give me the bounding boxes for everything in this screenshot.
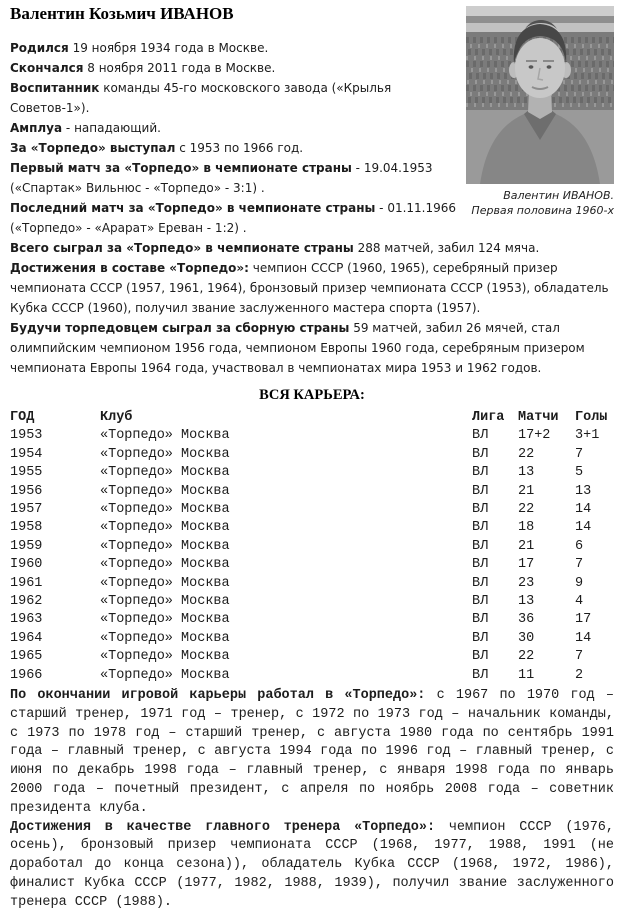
bio-paragraph-text: - 19.04.1953 («Спартак» Вильнюс - «Торпедо» - 3:1) . [10, 161, 433, 195]
career-cell: ВЛ [472, 465, 489, 481]
career-table-body [10, 427, 614, 685]
career-cell: 1966 [10, 667, 43, 683]
career-cell: 7 [575, 446, 584, 462]
bio-paragraph-lead: Последний матч за «Торпедо» в чемпионате страны [10, 201, 376, 215]
career-cell: 1963 [10, 612, 43, 628]
bio-paragraph [10, 258, 614, 318]
career-cell: 36 [518, 612, 535, 628]
career-cell: I960 [10, 557, 43, 573]
photo-caption-line2: Первая половина 1960-х [471, 204, 614, 217]
career-cell: 4 [575, 594, 584, 610]
career-row [10, 427, 614, 445]
bio-paragraph-lead: За «Торпедо» выступал [10, 141, 176, 155]
career-cell: «Торпедо» Москва [100, 483, 230, 499]
career-cell: «Торпедо» Москва [100, 667, 230, 683]
career-cell: ВЛ [472, 502, 489, 518]
career-cell: «Торпедо» Москва [100, 538, 230, 554]
career-cell: 13 [518, 465, 535, 481]
bio-paragraph-text: 59 матчей, забил 26 мячей, стал олимпийским чемпионом 1956 года, чемпионом Европы 1960 года, серебряным призером чемпионата Европы 1964 года, участвовал в чемпионатах мира 1953 и 1962 годов. [10, 321, 585, 375]
bio-paragraph-text: - 01.11.1966 («Торпедо» - «Арарат» Ереван - 1:2) . [10, 201, 457, 235]
bio-paragraph-text: чемпион СССР (1960, 1965), серебряный призер чемпионата СССР (1957, 1961, 1964), бронзовый призер чемпионата СССР (1953), обладатель Кубка СССР (1960), получил звание заслуженного мастера спорта (1957). [10, 261, 609, 315]
bio-paragraph-text: с 1953 по 1966 год. [175, 141, 304, 155]
career-cell: «Торпедо» Москва [100, 630, 230, 646]
post-career-paragraph-lead: По окончании игровой карьеры работал в «Торпедо»: [10, 688, 426, 704]
career-row [10, 630, 614, 648]
bio-paragraph-lead: Будучи торпедовцем сыграл за сборную страны [10, 321, 350, 335]
career-cell: ВЛ [472, 575, 489, 591]
career-cell: ВЛ [472, 428, 489, 444]
career-cell: 22 [518, 649, 535, 665]
career-cell: «Торпедо» Москва [100, 612, 230, 628]
career-cell: 21 [518, 483, 535, 499]
career-cell: 14 [575, 520, 592, 536]
career-cell: ВЛ [472, 594, 489, 610]
career-row [10, 501, 614, 519]
career-row [10, 667, 614, 685]
career-cell: 3+1 [575, 428, 600, 444]
career-cell: 17 [518, 557, 535, 573]
post-career-paragraph [10, 687, 614, 819]
career-cell: «Торпедо» Москва [100, 465, 230, 481]
career-row [10, 575, 614, 593]
bio-paragraph-lead: Достижения в составе «Торпедо»: [10, 261, 249, 275]
bio-paragraph [10, 318, 614, 378]
career-cell: «Торпедо» Москва [100, 594, 230, 610]
career-cell: 23 [518, 575, 535, 591]
page-title: Валентин Козьмич ИВАНОВ [10, 4, 234, 23]
player-photo [466, 6, 614, 184]
career-column-header: Лига [472, 410, 505, 425]
career-cell: 11 [518, 667, 535, 683]
bio-paragraph-text: 19 ноября 1934 года в Москве. [68, 41, 269, 55]
career-cell: 1959 [10, 538, 43, 554]
career-cell: «Торпедо» Москва [100, 520, 230, 536]
career-cell: 9 [575, 575, 584, 591]
career-cell: 13 [575, 483, 592, 499]
bio-paragraph-lead: Родился [10, 41, 69, 55]
career-column-header: Матчи [518, 410, 559, 425]
bio-paragraph [10, 238, 614, 258]
career-row [10, 648, 614, 666]
career-cell: ВЛ [472, 446, 489, 462]
career-cell: 1957 [10, 502, 43, 518]
bio-paragraph-lead: Всего сыграл за «Торпедо» в чемпионате страны [10, 241, 354, 255]
career-table [10, 409, 614, 685]
career-cell: 5 [575, 465, 584, 481]
career-cell: ВЛ [472, 649, 489, 665]
career-cell: «Торпедо» Москва [100, 649, 230, 665]
career-row [10, 538, 614, 556]
career-cell: ВЛ [472, 538, 489, 554]
career-cell: 18 [518, 520, 535, 536]
bio-paragraph-text: 8 ноября 2011 года в Москве. [83, 61, 276, 75]
career-cell: 1956 [10, 483, 43, 499]
career-row [10, 464, 614, 482]
post-career-section [10, 687, 614, 913]
career-cell: «Торпедо» Москва [100, 428, 230, 444]
bio-paragraph-lead: Воспитанник [10, 81, 100, 95]
career-column-header: Клуб [100, 410, 133, 425]
career-cell: ВЛ [472, 612, 489, 628]
career-cell: 17+2 [518, 428, 551, 444]
post-career-paragraph-lead: Достижения в качестве главного тренера «Торпедо»: [10, 819, 436, 835]
career-cell: 14 [575, 502, 592, 518]
career-cell: 1962 [10, 594, 43, 610]
career-cell: 7 [575, 649, 584, 665]
bio-paragraph-text: команды 45-го московского завода («Крылья Советов-1»). [10, 81, 392, 115]
career-row [10, 611, 614, 629]
post-career-paragraph-text: чемпион СССР (1976, осень), бронзовый призер чемпионата СССР (1968, 1977, 1988, 1991 (не доработал до конца сезона)), обладатель Кубка СССР (1968, 1972, 1986), финалист Кубка СССР (1977, 1982, 1988, 1939), получил звание заслуженного тренера СССР (1988). [10, 819, 614, 910]
career-cell: 6 [575, 538, 584, 554]
player-portrait-image [466, 6, 614, 184]
career-cell: 22 [518, 446, 535, 462]
career-cell: «Торпедо» Москва [100, 575, 230, 591]
career-cell: 1965 [10, 649, 43, 665]
career-cell: ВЛ [472, 557, 489, 573]
career-cell: 14 [575, 630, 592, 646]
career-row [10, 483, 614, 501]
career-cell: 21 [518, 538, 535, 554]
career-cell: 17 [575, 612, 592, 628]
career-column-header: ГОД [10, 410, 35, 425]
bio-paragraph-text: 288 матчей, забил 124 мяча. [353, 241, 540, 255]
career-row [10, 446, 614, 464]
post-career-paragraph [10, 819, 614, 913]
career-cell: 1954 [10, 446, 43, 462]
career-cell: 13 [518, 594, 535, 610]
career-cell: 1958 [10, 520, 43, 536]
career-cell: «Торпедо» Москва [100, 557, 230, 573]
career-cell: «Торпедо» Москва [100, 446, 230, 462]
career-cell: 1964 [10, 630, 43, 646]
post-career-paragraph-text: с 1967 по 1970 год – старший тренер, 1971 год – тренер, с 1972 по 1973 год – начальник команды, с 1973 по 1978 год – старший тренер, с августа 1980 года по сентябрь 1991 года – главный тренер, с августа 1994 года по 1996 год – главный тренер, с июня по декабрь 1998 года – главный тренер, с января 1998 года по январь 2000 года – почетный президент, с апреля по ноябрь 2008 года – советник президента клуба. [10, 688, 614, 816]
bio-paragraph-text: - нападающий. [62, 121, 161, 135]
career-row [10, 593, 614, 611]
career-cell: 1953 [10, 428, 43, 444]
career-cell: ВЛ [472, 520, 489, 536]
photo-caption [466, 188, 614, 218]
career-cell: ВЛ [472, 667, 489, 683]
career-cell: 1961 [10, 575, 43, 591]
career-column-header: Голы [575, 410, 608, 425]
career-row [10, 519, 614, 537]
player-photo-block [466, 6, 614, 218]
career-cell: 7 [575, 557, 584, 573]
career-cell: 22 [518, 502, 535, 518]
career-cell: 30 [518, 630, 535, 646]
career-cell: ВЛ [472, 483, 489, 499]
career-row [10, 556, 614, 574]
career-heading: ВСЯ КАРЬЕРА: [259, 387, 365, 403]
career-cell: «Торпедо» Москва [100, 502, 230, 518]
career-header-row [10, 409, 614, 427]
photo-caption-line1: Валентин ИВАНОВ. [503, 189, 614, 202]
career-cell: 2 [575, 667, 584, 683]
career-cell: 1955 [10, 465, 43, 481]
bio-paragraph-lead: Первый матч за «Торпедо» в чемпионате страны [10, 161, 352, 175]
career-cell: ВЛ [472, 630, 489, 646]
bio-paragraph-lead: Скончался [10, 61, 84, 75]
bio-paragraph-lead: Амплуа [10, 121, 63, 135]
